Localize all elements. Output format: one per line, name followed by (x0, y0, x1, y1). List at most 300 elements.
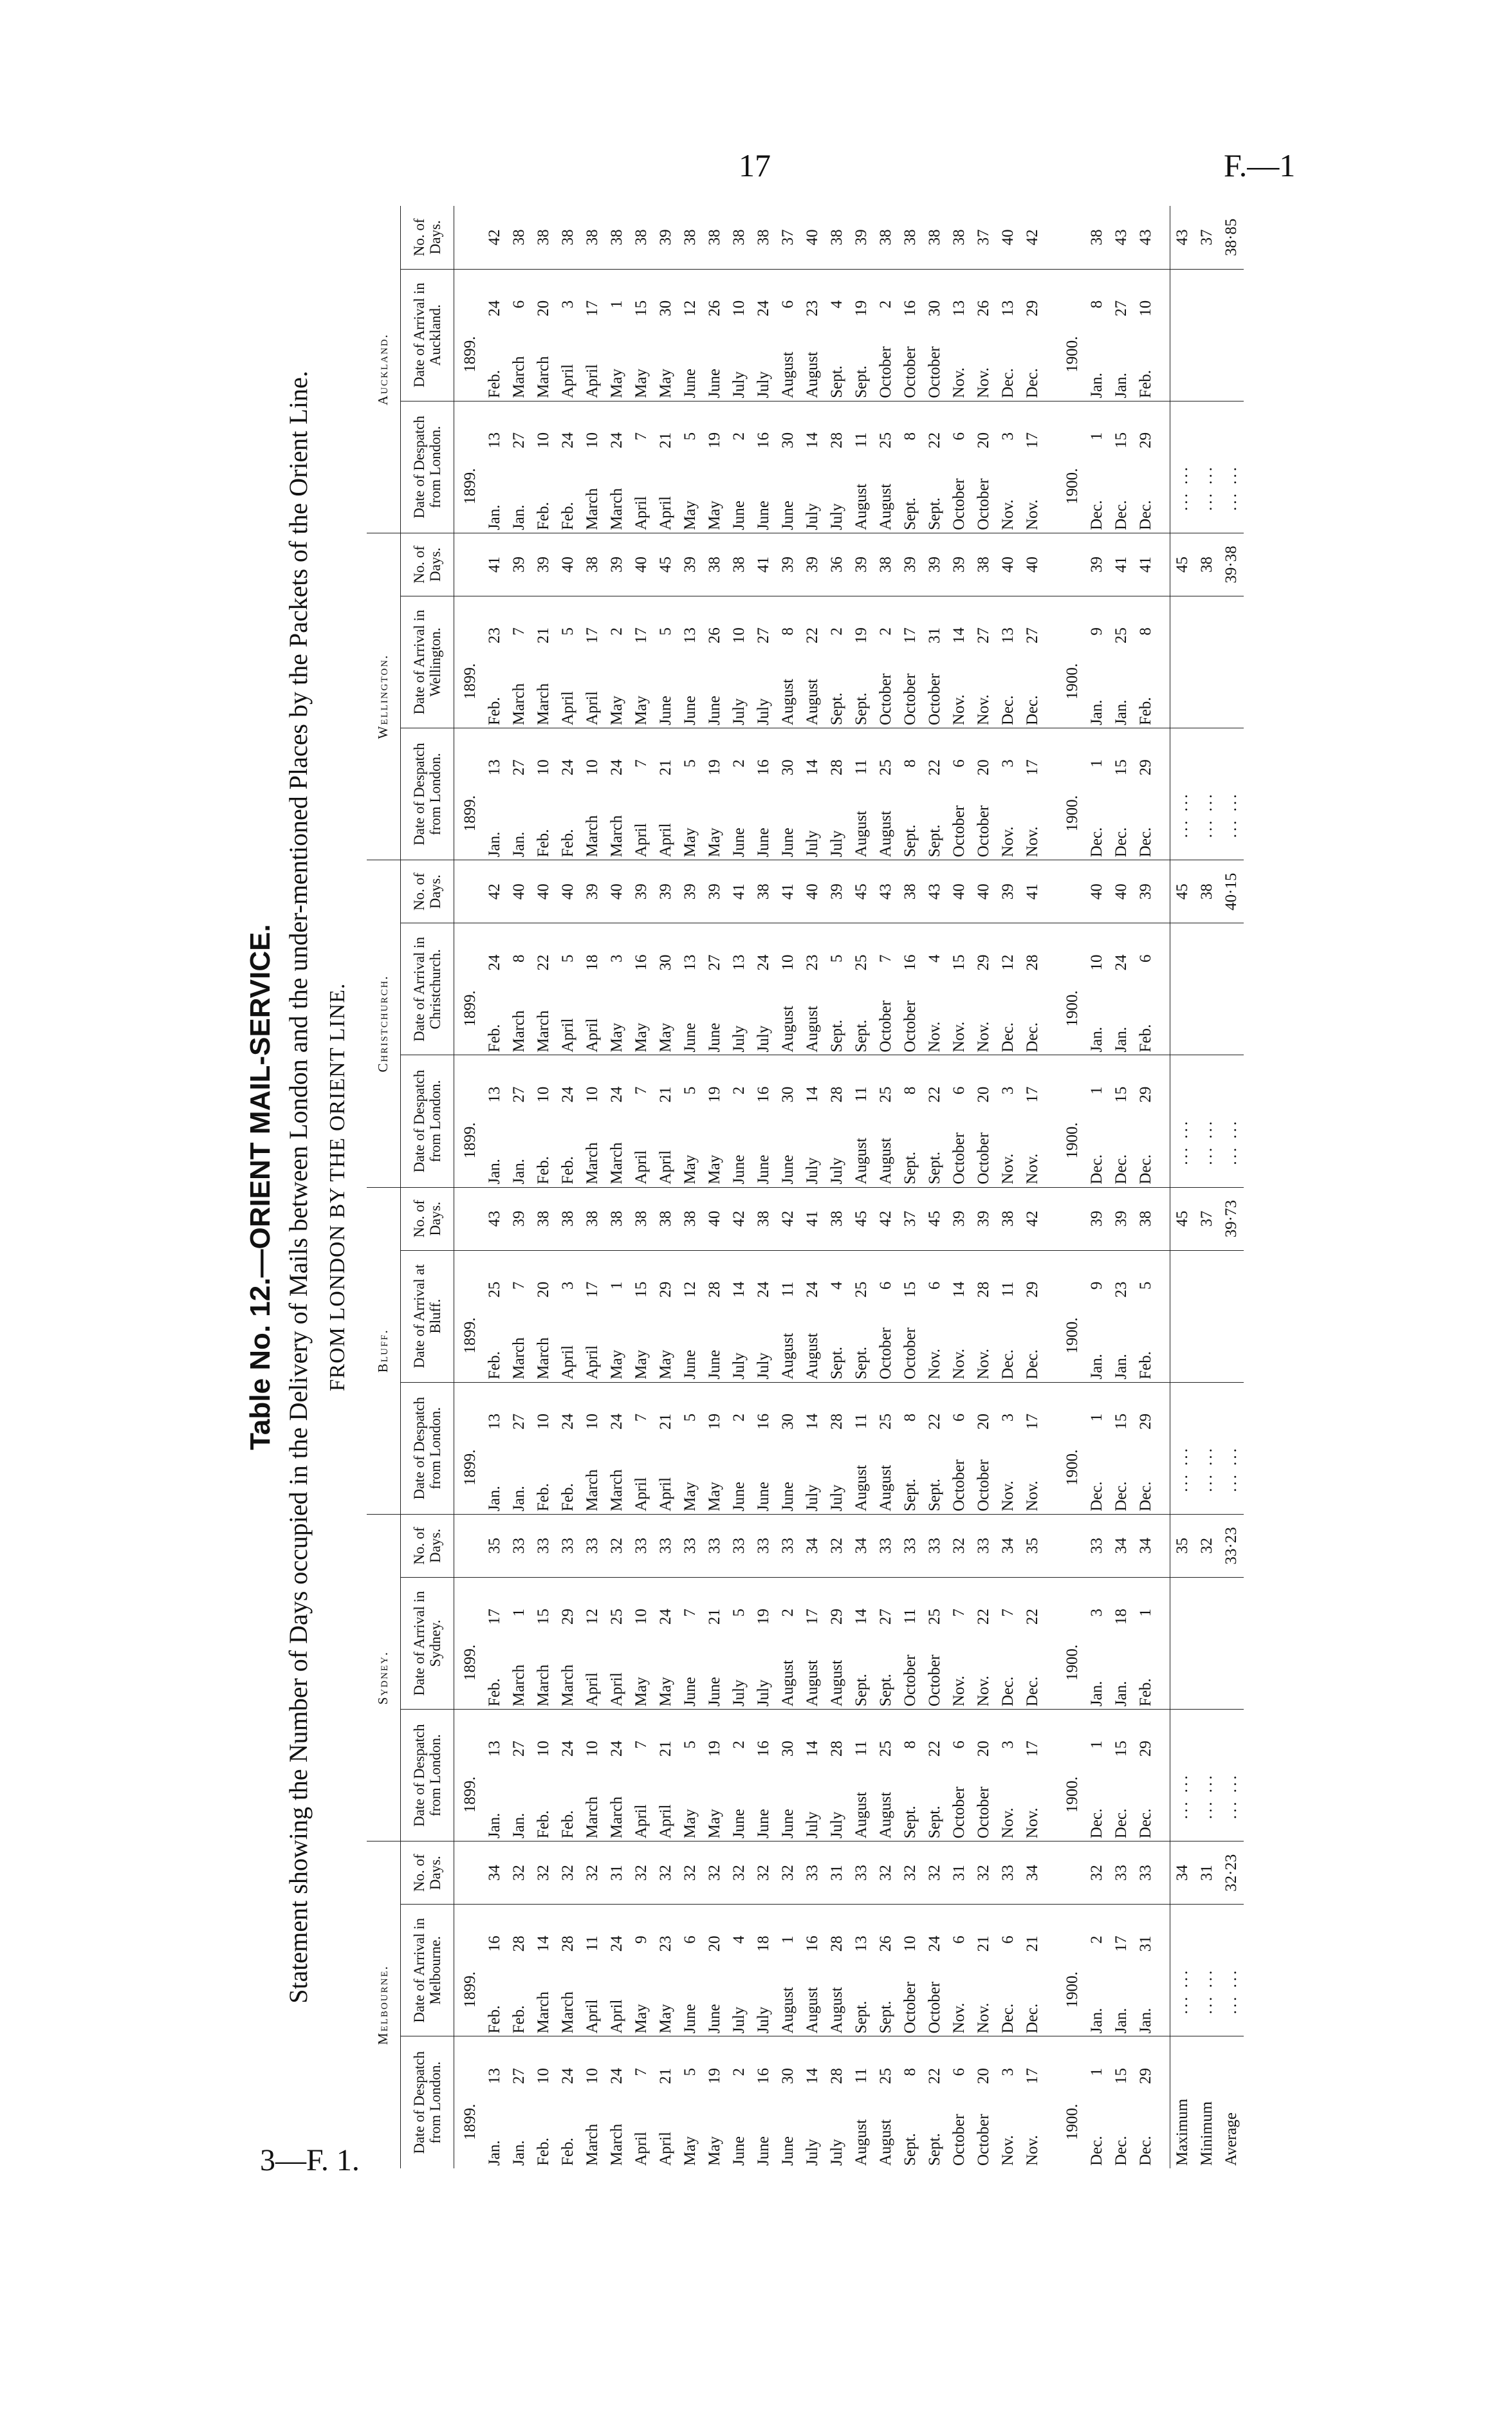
day: 16 (901, 300, 919, 317)
arrival-cell (874, 1577, 898, 1709)
arrival-cell (580, 923, 605, 1055)
empty-cell (1158, 206, 1170, 269)
month: June (755, 1809, 772, 1839)
date-cell (972, 1710, 996, 1841)
days-cell: 38 (605, 206, 629, 269)
month: Sept. (853, 2000, 870, 2034)
year-label: 1899. (461, 1449, 479, 1486)
date-cell (629, 1710, 654, 1841)
arrival-cell (678, 923, 703, 1055)
day: 21 (706, 1609, 723, 1625)
day: 29 (828, 1609, 845, 1625)
month: October (950, 1459, 968, 1511)
month: June (706, 1349, 723, 1380)
month: Jan. (1088, 1354, 1105, 1380)
stat-value: 45 (1170, 860, 1195, 923)
month: Jan. (1112, 1354, 1130, 1380)
stat-label-cell (1219, 401, 1244, 533)
days-cell: 43 (1134, 206, 1158, 269)
month: April (632, 1804, 650, 1839)
arrival-cell (898, 1905, 923, 2036)
days-cell: 32 (507, 1841, 531, 1905)
month: April (657, 1150, 674, 1185)
day: 17 (584, 300, 601, 317)
arrival-cell (898, 1577, 923, 1709)
month: June (730, 827, 748, 858)
days-cell: 40 (996, 206, 1020, 269)
month: Feb. (1137, 697, 1154, 726)
empty-cell (1045, 1187, 1056, 1250)
days-cell: 32 (751, 1841, 776, 1905)
days-cell: 32 (703, 1841, 727, 1905)
month: October (975, 1132, 992, 1185)
day: 8 (901, 1086, 919, 1095)
days-cell: 40 (800, 860, 825, 923)
arrival-cell (483, 596, 507, 728)
arrival-cell (580, 1905, 605, 2036)
year-label: 1900. (1064, 990, 1081, 1027)
days-cell: 42 (776, 1187, 800, 1250)
arrival-cell (629, 1905, 654, 2036)
page-number: 17 (739, 147, 771, 183)
month: June (730, 1154, 748, 1185)
days-cell: 41 (483, 533, 507, 596)
days-cell: 32 (678, 1841, 703, 1905)
month: May (706, 1154, 723, 1185)
arrival-cell (776, 1577, 800, 1709)
day: 12 (999, 954, 1017, 971)
arrival-cell (776, 596, 800, 728)
stat-label: Maximum (1174, 2098, 1191, 2166)
month: Jan. (510, 1486, 528, 1511)
stat-label-cell (1219, 2036, 1244, 2168)
month: April (584, 1999, 601, 2034)
day: 14 (535, 1935, 552, 1952)
arrival-cell (556, 923, 580, 1055)
month: August (853, 483, 870, 530)
date-cell (996, 2036, 1020, 2168)
date-cell (825, 728, 849, 860)
month: Feb. (559, 829, 576, 858)
day: 3 (1088, 1609, 1105, 1617)
day: 30 (657, 300, 674, 317)
month: August (779, 1006, 797, 1053)
month: May (632, 1349, 650, 1380)
days-cell: 38 (996, 1187, 1020, 1250)
date-cell (972, 2036, 996, 2168)
month: October (975, 1459, 992, 1511)
day: 2 (730, 2068, 748, 2076)
month: Feb. (559, 1810, 576, 1839)
month: Feb. (1137, 1024, 1154, 1053)
days-cell: 42 (483, 206, 507, 269)
date-cell (1134, 2036, 1158, 2168)
date-cell (849, 728, 874, 860)
month: May (681, 827, 699, 858)
date-cell (776, 401, 800, 533)
despatch-date-header: Date of Despatch from London. (401, 401, 454, 533)
dots: ... ... (1174, 791, 1191, 838)
month: May (657, 1349, 674, 1380)
day: 15 (1112, 1086, 1130, 1103)
day: 13 (486, 2068, 503, 2084)
year-label: 1900. (1064, 1317, 1081, 1354)
date-cell (874, 1055, 898, 1187)
month: October (950, 1132, 968, 1185)
arrival-cell (825, 1577, 849, 1709)
table-row (678, 206, 703, 2168)
day: 17 (1024, 1413, 1041, 1430)
arrival-cell (507, 1577, 531, 1709)
empty-cell (1158, 1382, 1170, 1514)
arrival-cell (629, 923, 654, 1055)
day: 5 (559, 954, 576, 963)
arrival-cell (1109, 596, 1134, 728)
year-cell (1056, 1577, 1085, 1709)
month: Dec. (1024, 695, 1041, 726)
stat-dots-cell (1195, 1905, 1219, 2036)
day: 24 (755, 300, 772, 317)
table-row (605, 206, 629, 2168)
table-row (483, 206, 507, 2168)
year-cell (1056, 1905, 1085, 2036)
month: August (779, 351, 797, 398)
day: 13 (486, 1740, 503, 1757)
days-cell: 39 (898, 533, 923, 596)
month: Jan. (1088, 699, 1105, 726)
days-cell: 33 (654, 1514, 678, 1577)
stat-label-cell (1195, 2036, 1219, 2168)
month: October (901, 1000, 919, 1053)
days-cell: 42 (727, 1187, 751, 1250)
month: October (877, 346, 894, 398)
days-cell: 40 (605, 860, 629, 923)
side-reference: 3—F. 1. (260, 2143, 360, 2177)
month: Nov. (999, 1807, 1017, 1839)
days-cell: 38 (898, 206, 923, 269)
day: 31 (926, 627, 943, 644)
days-cell: 32 (1085, 1841, 1109, 1905)
day: 14 (950, 627, 968, 644)
date-cell (898, 1055, 923, 1187)
date-cell (531, 1382, 556, 1514)
day: 20 (975, 2068, 992, 2084)
arrival-cell (996, 923, 1020, 1055)
arrival-cell (1085, 1577, 1109, 1709)
day: 16 (755, 1413, 772, 1430)
days-cell: 39 (580, 860, 605, 923)
days-cell: 31 (947, 1841, 972, 1905)
stat-label-cell (1170, 1382, 1195, 1514)
month: July (730, 1352, 748, 1380)
day: 25 (877, 1086, 894, 1103)
month: Dec. (1024, 2003, 1041, 2034)
day: 21 (657, 2068, 674, 2084)
arrival-cell (1109, 1577, 1134, 1709)
year-cell (1056, 1710, 1085, 1841)
day: 11 (853, 2068, 870, 2084)
day: 14 (804, 1413, 821, 1430)
arrival-cell (800, 269, 825, 401)
date-cell (1134, 1382, 1158, 1514)
date-cell (678, 1710, 703, 1841)
month: Nov. (999, 2135, 1017, 2166)
day: 31 (1137, 1935, 1154, 1952)
day: 25 (1112, 627, 1130, 644)
day: 1 (1137, 1609, 1154, 1617)
month: October (926, 346, 943, 398)
table-row (825, 206, 849, 2168)
day: 7 (999, 1609, 1017, 1617)
year-label: 1900. (1064, 2103, 1081, 2140)
day: 13 (681, 627, 699, 644)
stat-value: 31 (1195, 1841, 1219, 1905)
days-cell: 39 (1085, 1187, 1109, 1250)
arrival-cell (1134, 269, 1158, 401)
month: Nov. (1024, 1481, 1041, 1511)
dots: ... ... (1174, 1773, 1191, 1820)
month: Sept. (828, 1347, 845, 1380)
month: Jan. (510, 2140, 528, 2166)
days-cell: 45 (849, 860, 874, 923)
day: 15 (1112, 432, 1130, 448)
month: June (706, 1677, 723, 1707)
day: 20 (975, 432, 992, 448)
year-label: 1899. (461, 1776, 479, 1813)
days-cell: 40 (507, 860, 531, 923)
month: Sept. (853, 1019, 870, 1053)
days-cell: 35 (483, 1514, 507, 1577)
month: June (681, 1349, 699, 1380)
month: October (901, 346, 919, 398)
month: April (584, 1018, 601, 1053)
date-cell (703, 1382, 727, 1514)
month: June (755, 501, 772, 530)
month: June (706, 2004, 723, 2034)
arrival-cell (996, 1577, 1020, 1709)
year-cell (454, 1710, 483, 1841)
date-cell (849, 401, 874, 533)
day: 27 (1112, 300, 1130, 317)
month: October (901, 1327, 919, 1380)
days-cell: 38 (825, 1187, 849, 1250)
days-cell: 32 (580, 1841, 605, 1905)
day: 12 (584, 1609, 601, 1625)
day: 23 (1112, 1281, 1130, 1298)
empty-cell (1045, 860, 1056, 923)
stat-dots-cell (1219, 1250, 1244, 1382)
date-cell (483, 401, 507, 533)
empty-cell (1045, 1055, 1056, 1187)
day: 30 (926, 300, 943, 317)
month: Feb. (486, 2005, 503, 2034)
month: Dec. (1137, 2136, 1154, 2166)
day: 1 (1088, 1413, 1105, 1422)
day: 17 (1024, 1086, 1041, 1103)
empty-cell (1158, 1250, 1170, 1382)
day: 8 (1137, 627, 1154, 636)
day: 25 (877, 1413, 894, 1430)
empty-cell (1158, 1514, 1170, 1577)
day: 25 (877, 432, 894, 448)
year-cell (1056, 269, 1085, 401)
month: June (779, 827, 797, 858)
day: 27 (510, 1413, 528, 1430)
month: Feb. (535, 829, 552, 858)
month: Feb. (559, 502, 576, 530)
month: June (730, 2136, 748, 2166)
date-cell (751, 2036, 776, 2168)
day: 13 (853, 1935, 870, 1952)
stats-row (1219, 206, 1244, 2168)
table-row (1134, 206, 1158, 2168)
arrival-cell (751, 596, 776, 728)
day: 24 (926, 1935, 943, 1952)
date-cell (678, 1055, 703, 1187)
day: 6 (950, 1740, 968, 1749)
month: Dec. (1112, 1481, 1130, 1511)
day: 7 (877, 954, 894, 963)
days-cell: 33 (996, 1841, 1020, 1905)
table-row (654, 206, 678, 2168)
dots: ... ... (1222, 1968, 1240, 2015)
day: 1 (1088, 2068, 1105, 2076)
date-cell (825, 401, 849, 533)
empty-cell (1056, 533, 1085, 596)
day: 24 (559, 1740, 576, 1757)
month: August (877, 1138, 894, 1185)
day: 7 (632, 1413, 650, 1422)
day: 28 (828, 1935, 845, 1952)
day: 28 (559, 1935, 576, 1952)
month: Sept. (901, 2133, 919, 2166)
date-cell (972, 1055, 996, 1187)
days-cell: 38 (727, 533, 751, 596)
day: 13 (486, 1086, 503, 1103)
days-cell: 43 (483, 1187, 507, 1250)
empty-cell (1056, 860, 1085, 923)
arrival-cell (1134, 596, 1158, 728)
arrival-cell (947, 269, 972, 401)
arrival-cell (678, 596, 703, 728)
year-label: 1899. (461, 663, 479, 700)
month: May (657, 2004, 674, 2034)
empty-cell (1045, 1710, 1056, 1841)
month: July (804, 1157, 821, 1185)
day: 28 (828, 1413, 845, 1430)
day: 22 (926, 2068, 943, 2084)
month: Feb. (1137, 1678, 1154, 1707)
date-cell (776, 728, 800, 860)
month: July (828, 1484, 845, 1511)
month: Nov. (999, 826, 1017, 858)
date-cell (874, 1382, 898, 1514)
month: Sept. (828, 1019, 845, 1053)
days-cell: 34 (483, 1841, 507, 1905)
month: Jan. (486, 2140, 503, 2166)
table-row (629, 206, 654, 2168)
arrival-cell (483, 1577, 507, 1709)
arrival-cell (556, 1905, 580, 2036)
day: 24 (559, 1086, 576, 1103)
day: 15 (632, 1281, 650, 1298)
month: August (877, 483, 894, 530)
month: July (804, 1484, 821, 1511)
date-cell (580, 728, 605, 860)
arrival-cell (507, 596, 531, 728)
stat-value: 39·73 (1219, 1187, 1244, 1250)
date-cell (629, 728, 654, 860)
month: Sept. (901, 1151, 919, 1185)
day: 28 (706, 1281, 723, 1298)
days-cell: 42 (483, 860, 507, 923)
day: 23 (486, 627, 503, 644)
day: 10 (535, 1413, 552, 1430)
day: 23 (804, 954, 821, 971)
table-row (507, 206, 531, 2168)
stat-dots-cell (1170, 1250, 1195, 1382)
day: 27 (1024, 627, 1041, 644)
day: 26 (706, 627, 723, 644)
day: 7 (510, 627, 528, 636)
arrival-date-header: Date of Arrival in Wellington. (401, 596, 454, 728)
arrival-cell (849, 269, 874, 401)
month: April (632, 1477, 650, 1511)
arrival-cell (825, 596, 849, 728)
days-cell: 39 (849, 206, 874, 269)
arrival-cell (580, 1577, 605, 1709)
month: October (975, 2114, 992, 2166)
month: July (730, 698, 748, 726)
day: 5 (1137, 1281, 1154, 1290)
day: 22 (926, 1086, 943, 1103)
month: October (877, 673, 894, 726)
month: Dec. (999, 1022, 1017, 1053)
days-cell: 39 (1134, 860, 1158, 923)
arrival-cell (923, 1250, 947, 1382)
month: Dec. (1112, 827, 1130, 858)
days-cell: 41 (1020, 860, 1045, 923)
day: 27 (755, 627, 772, 644)
arrival-cell (1134, 923, 1158, 1055)
table-row (898, 206, 923, 2168)
day: 11 (779, 1281, 797, 1297)
day: 16 (804, 1935, 821, 1952)
arrival-cell (923, 269, 947, 401)
year-cell (1056, 401, 1085, 533)
month: April (657, 496, 674, 530)
page-code: F.—1 (1224, 147, 1296, 183)
year-label: 1899. (461, 795, 479, 832)
date-cell (800, 1055, 825, 1187)
month: June (681, 1022, 699, 1053)
month: April (559, 364, 576, 398)
days-cell: 39 (678, 860, 703, 923)
month: May (632, 2004, 650, 2034)
days-cell: 39 (800, 533, 825, 596)
date-cell (580, 401, 605, 533)
day: 10 (901, 1935, 919, 1952)
day: 3 (999, 1740, 1017, 1749)
stat-value: 37 (1195, 206, 1219, 269)
days-cell: 33 (776, 1514, 800, 1577)
date-cell (898, 1382, 923, 1514)
day: 13 (681, 954, 699, 971)
date-cell (531, 1710, 556, 1841)
day: 11 (853, 1413, 870, 1429)
arrival-cell (1109, 1250, 1134, 1382)
date-cell (483, 1382, 507, 1514)
